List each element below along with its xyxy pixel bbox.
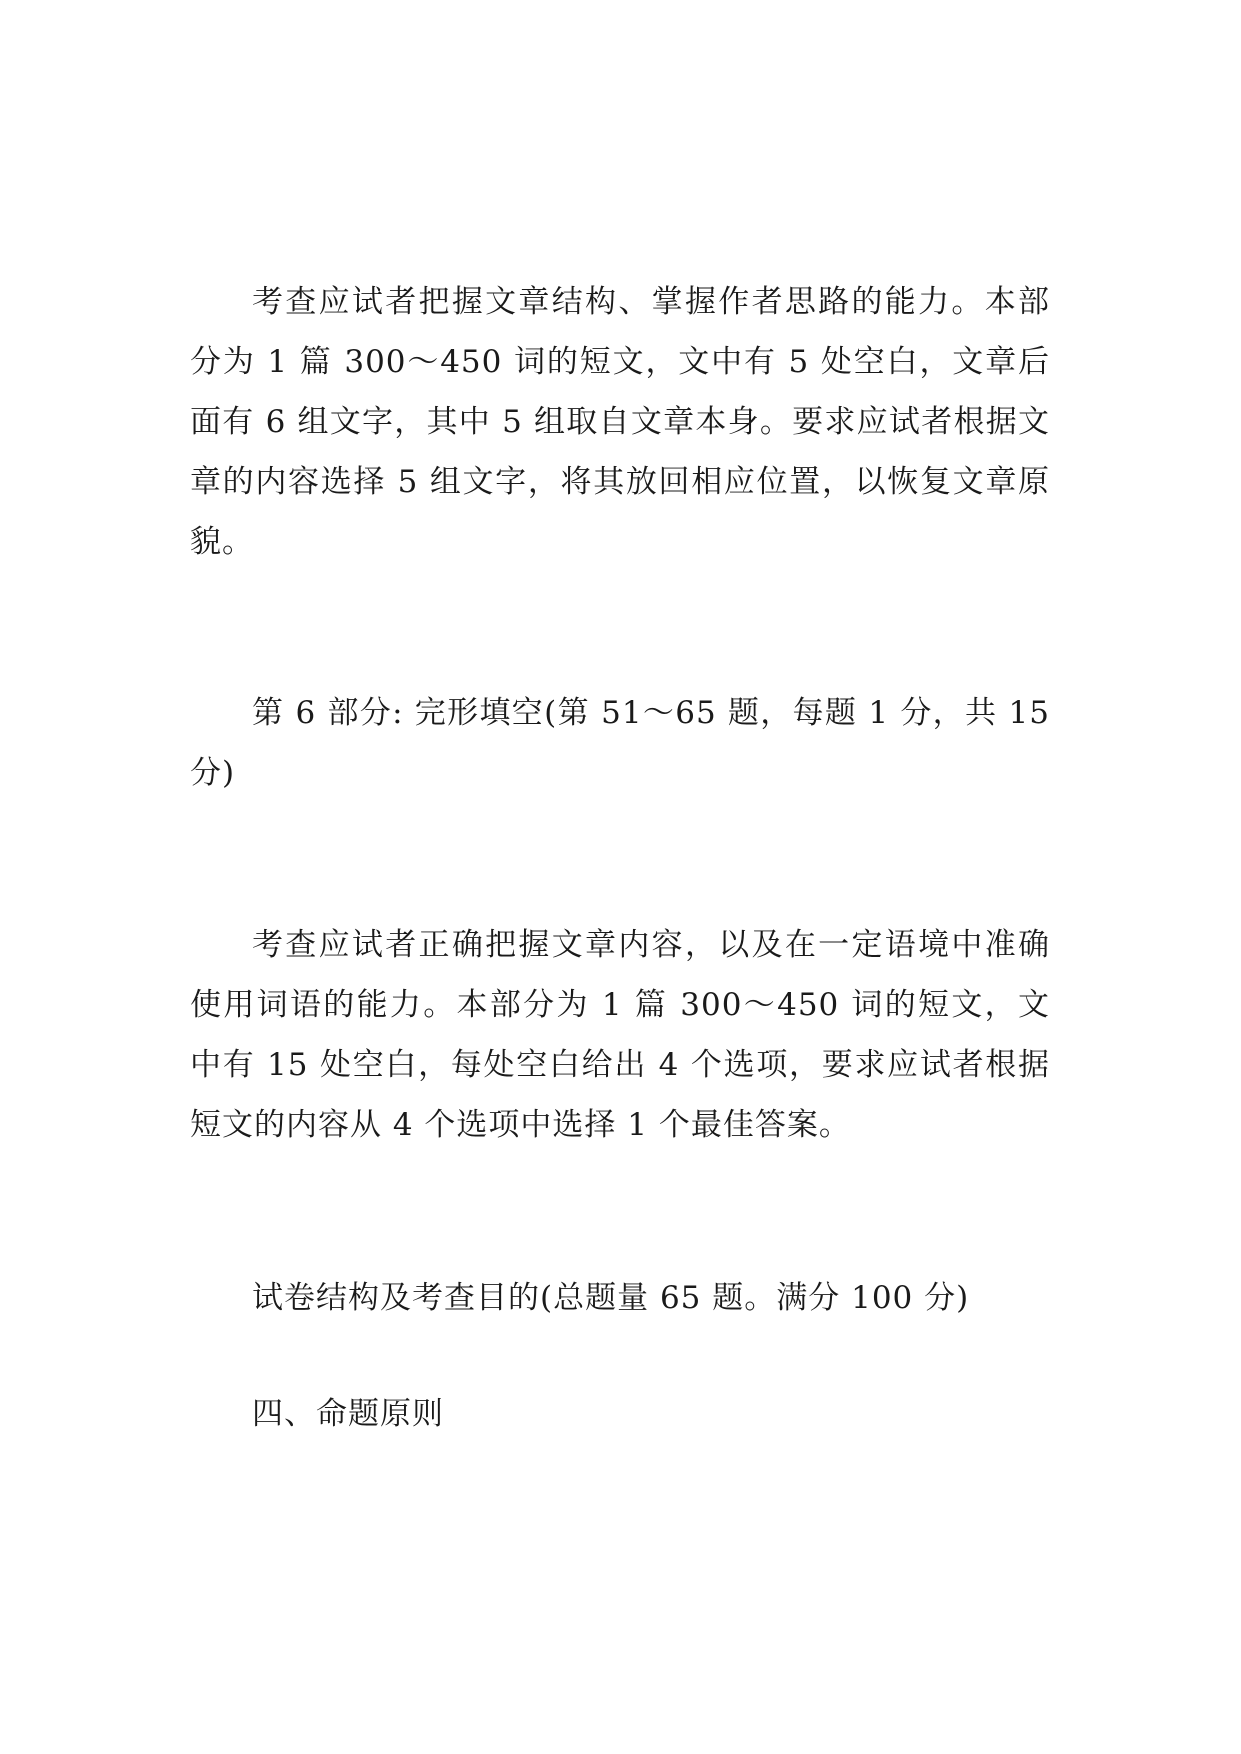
paragraph-task-description-1: 考查应试者把握文章结构、掌握作者思路的能力。本部分为 1 篇 300～450 词的短文，文中有 5 处空白，文章后面有 6 组文字，其中 5 组取自文章本身。要求应试者根据文章的内容选择 5 组文字，将其放回相应位置，以恢复文章原貌。 (190, 284, 1050, 560)
section-heading-paper-structure: 试卷结构及考查目的(总题量 65 题。满分 100 分) (252, 1280, 970, 1316)
paragraph-task-description-2: 考查应试者正确把握文章内容，以及在一定语境中准确使用词语的能力。本部分为 1 篇 300～450 词的短文，文中有 15 处空白，每处空白给出 4 个选项，要求应试者根据短文的内容从 4 个选项中选择 1 个最佳答案。 (190, 927, 1050, 1143)
section-heading-part-6: 第 6 部分: 完形填空(第 51～65 题，每题 1 分，共 15 分) (190, 695, 1050, 791)
section-heading-principles: 四、命题原则 (252, 1396, 444, 1432)
